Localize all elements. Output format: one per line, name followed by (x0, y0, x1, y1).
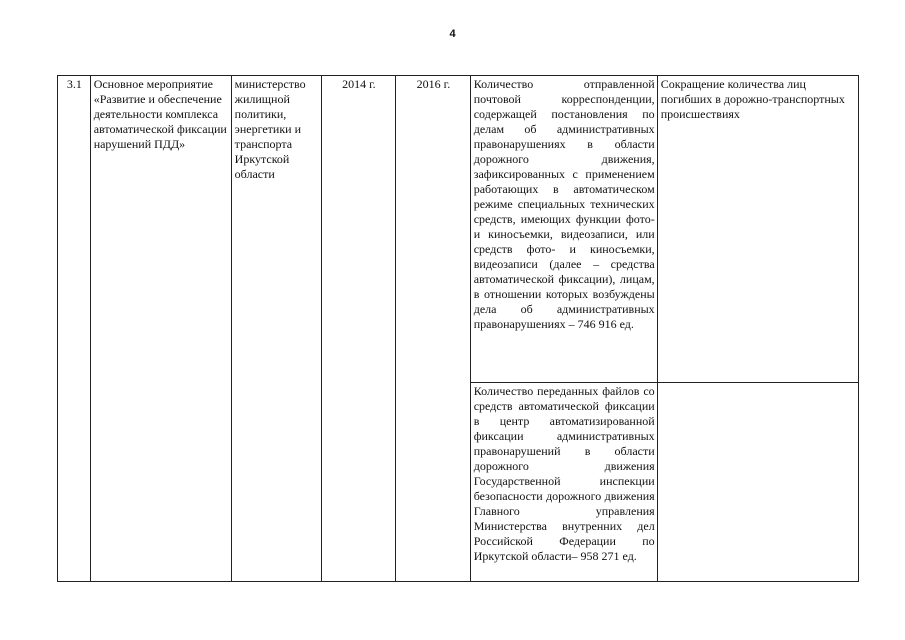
indicator-cell-1: Количество отправленной почтовой корреспонденции, содержащей постановления по делам об административных правонарушениях в области дорожного движения, зафиксированных с применением работающих в автоматическом режиме специальных технических средств, имеющих функции фото- и киносъемки, видеозаписи, или средств фото- и киносъемки, видеозаписи (далее – средства автоматической фиксации), лицам, в отношении которых возбуждены дела об административных правонарушениях – 746 916 ед. (470, 76, 657, 383)
result-cell-1: Сокращение количества лиц погибших в дорожно-транспортных происшествиях (657, 76, 858, 383)
result-cell-2 (657, 383, 858, 582)
start-year-cell: 2014 г. (321, 76, 396, 582)
page-number: 4 (449, 28, 456, 40)
end-year-cell: 2016 г. (396, 76, 471, 582)
activity-name-cell: Основное мероприятие «Развитие и обеспечение деятельности комплекса автоматической фиксации нарушений ПДД» (90, 76, 231, 582)
indicator-cell-2: Количество переданных файлов со средств автоматической фиксации в центр автоматизированной фиксации административных правонарушений в области дорожного движения Государственной инспекции безопасности дорожного движения Главного управления Министерства внутренних дел Российской Федерации по Иркутской области– 958 271 ед. (470, 383, 657, 582)
row-number-cell: 3.1 (58, 76, 91, 582)
organization-cell: министерство жилищной политики, энергетики и транспорта Иркутской области (231, 76, 321, 582)
table-row (58, 76, 859, 383)
program-activities-table (57, 75, 859, 582)
